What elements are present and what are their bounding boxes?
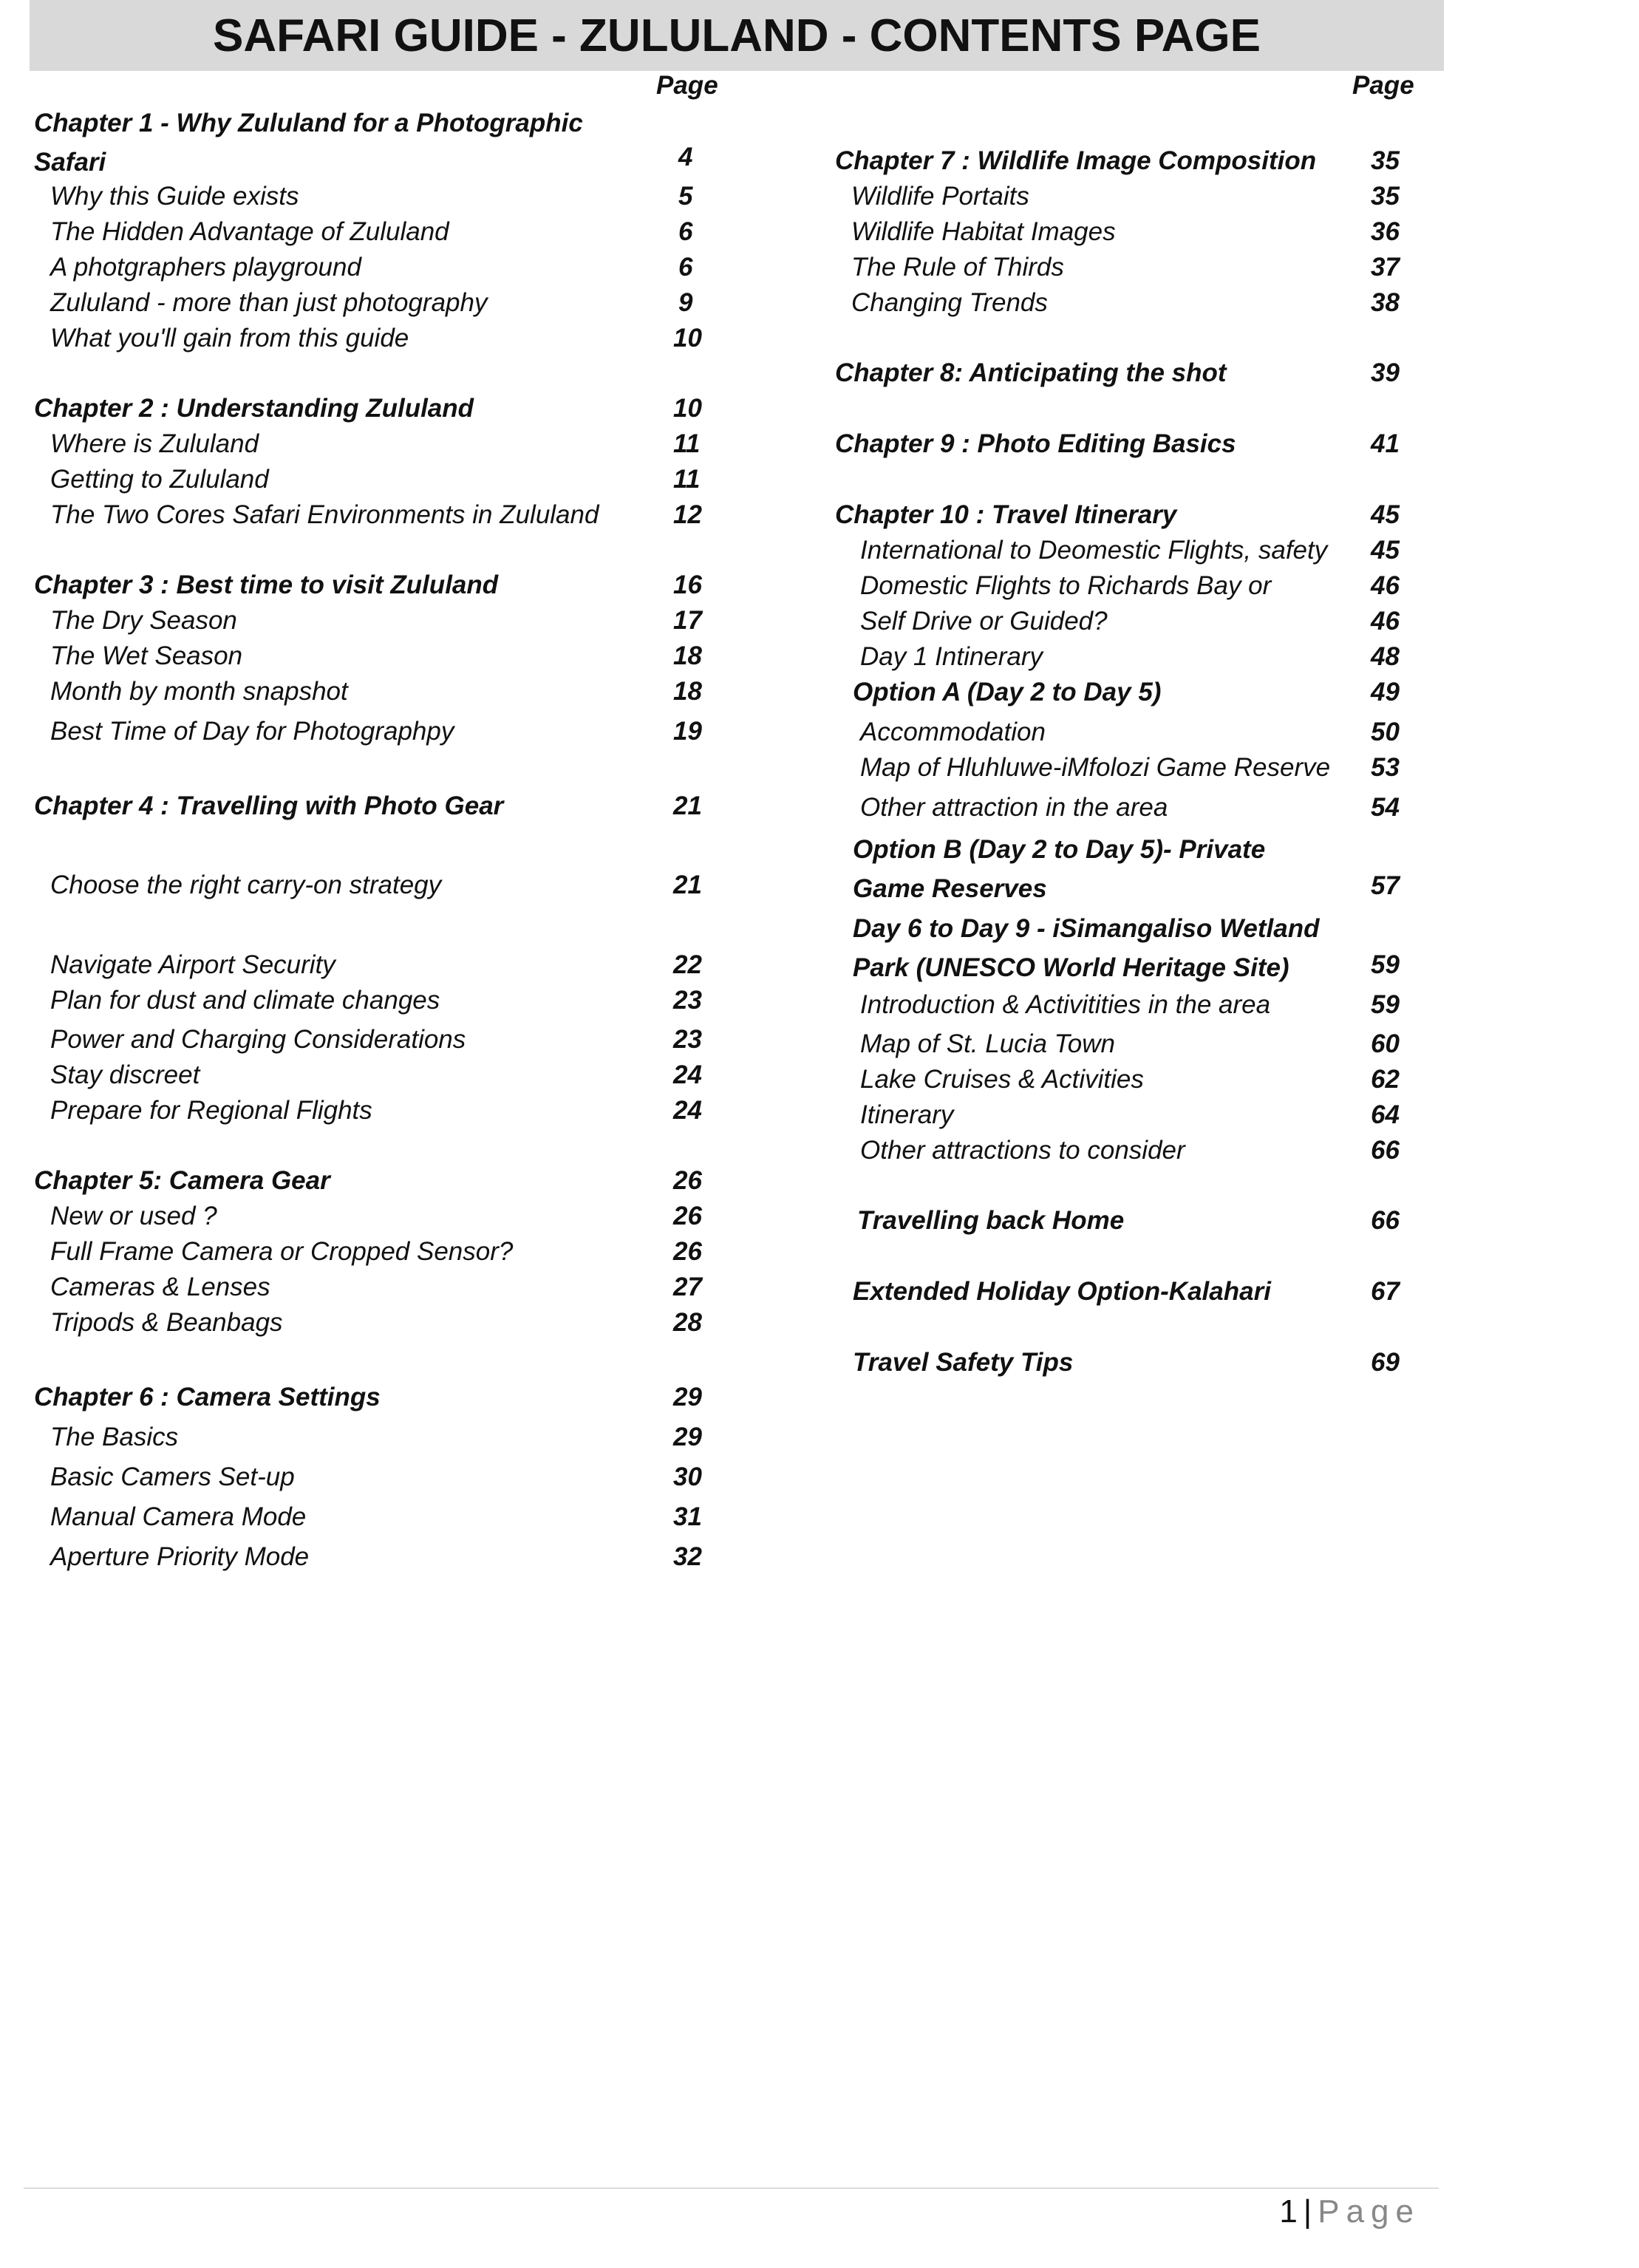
entry-label: Full Frame Camera or Cropped Sensor? — [50, 1237, 514, 1266]
entry-label: Changing Trends — [851, 288, 1048, 317]
entry-page: 24 — [673, 1060, 702, 1089]
entry-page: 62 — [1371, 1065, 1400, 1094]
entry-page: 50 — [1371, 718, 1400, 746]
entry-label: Chapter 7 : Wildlife Image Composition — [835, 146, 1317, 175]
entry-page: 66 — [1371, 1136, 1400, 1165]
entry-page: 11 — [673, 465, 701, 494]
entry-label: Day 6 to Day 9 - iSimangaliso Wetland Park (UNESCO World Heritage Site) — [853, 914, 1320, 982]
entry-page: 53 — [1371, 753, 1400, 782]
entry-page: 27 — [673, 1273, 702, 1301]
entry-page: 11 — [673, 429, 701, 458]
entry-label: Zululand - more than just photography — [50, 288, 488, 317]
entry-page: 45 — [1371, 500, 1400, 529]
footer-divider — [24, 2187, 1439, 2189]
entry-label: The Rule of Thirds — [851, 253, 1064, 282]
entry-label: Choose the right carry-on strategy — [50, 871, 442, 899]
entry-page: 35 — [1371, 146, 1400, 175]
entry-label: Wildlife Habitat Images — [851, 217, 1116, 246]
entry-label: Chapter 8: Anticipating the shot — [835, 358, 1227, 387]
entry-page: 9 — [678, 288, 693, 317]
entry-label: Navigate Airport Security — [50, 950, 335, 979]
entry-label: New or used ? — [50, 1202, 217, 1230]
entry-label: Self Drive or Guided? — [860, 607, 1108, 636]
entry-page: 21 — [673, 791, 702, 820]
entry-page: 54 — [1371, 793, 1400, 822]
entry-page: 46 — [1371, 607, 1400, 636]
entry-page: 23 — [673, 986, 702, 1015]
entry-label: International to Deomestic Flights, safety — [860, 536, 1328, 565]
entry-page: 16 — [673, 571, 702, 599]
entry-page: 66 — [1371, 1206, 1400, 1235]
entry-label: Chapter 6 : Camera Settings — [34, 1383, 381, 1411]
entry-page: 59 — [1371, 950, 1400, 979]
footer-separator: | — [1303, 2193, 1312, 2230]
entry-label: Lake Cruises & Activities — [860, 1065, 1144, 1094]
page-word: Page — [1318, 2193, 1420, 2230]
entry-label: The Dry Season — [50, 606, 237, 635]
entry-page: 6 — [678, 253, 693, 282]
entry-page: 18 — [673, 641, 702, 670]
entry-page: 19 — [673, 717, 702, 746]
entry-page: 22 — [673, 950, 702, 979]
entry-label: Introduction & Activitities in the area — [860, 990, 1271, 1019]
entry-label: Chapter 9 : Photo Editing Basics — [835, 429, 1236, 458]
entry-label: Accommodation — [860, 718, 1046, 746]
entry-page: 21 — [673, 871, 702, 899]
entry-page: 10 — [673, 324, 702, 353]
entry-label: The Wet Season — [50, 641, 243, 670]
entry-label: Cameras & Lenses — [50, 1273, 270, 1301]
entry-page: 30 — [673, 1462, 702, 1491]
entry-label: Itinerary — [860, 1100, 954, 1129]
entry-page: 4 — [678, 143, 693, 171]
page-column-header: Page — [1352, 71, 1414, 100]
entry-page: 29 — [673, 1383, 702, 1411]
entry-label: Best Time of Day for Photographpy — [50, 717, 454, 746]
entry-label: The Hidden Advantage of Zululand — [50, 217, 449, 246]
entry-page: 45 — [1371, 536, 1400, 565]
entry-label: Tripods & Beanbags — [50, 1308, 283, 1337]
entry-page: 26 — [673, 1202, 702, 1230]
entry-page: 46 — [1371, 571, 1400, 600]
entry-label: Basic Camers Set-up — [50, 1462, 295, 1491]
entry-page: 41 — [1371, 429, 1400, 458]
page-number: 1 — [1279, 2193, 1298, 2230]
entry-label: Option A (Day 2 to Day 5) — [853, 678, 1162, 706]
entry-label: Chapter 1 - Why Zululand for a Photographic Safari — [34, 109, 583, 177]
entry-page: 48 — [1371, 642, 1400, 671]
entry-page: 36 — [1371, 217, 1400, 246]
page-column-header: Page — [656, 71, 718, 100]
entry-page: 32 — [673, 1542, 702, 1571]
entry-label: Power and Charging Considerations — [50, 1025, 466, 1054]
entry-page: 49 — [1371, 678, 1400, 706]
entry-page: 12 — [673, 500, 702, 529]
entry-page: 26 — [673, 1237, 702, 1266]
entry-label: Travelling back Home — [857, 1206, 1125, 1235]
entry-page: 6 — [678, 217, 693, 246]
entry-label: Plan for dust and climate changes — [50, 986, 440, 1015]
entry-label: Prepare for Regional Flights — [50, 1096, 372, 1125]
entry-label: Option B (Day 2 to Day 5)- Private Game Reserves — [853, 835, 1266, 903]
entry-label: Stay discreet — [50, 1060, 200, 1089]
entry-label: Aperture Priority Mode — [50, 1542, 310, 1571]
entry-label: Getting to Zululand — [50, 465, 269, 494]
entry-label: Why this Guide exists — [50, 182, 299, 211]
entry-page: 26 — [673, 1166, 702, 1195]
entry-page: 23 — [673, 1025, 702, 1054]
entry-page: 38 — [1371, 288, 1400, 317]
entry-label: Day 1 Intinerary — [860, 642, 1043, 671]
entry-label: What you'll gain from this guide — [50, 324, 409, 353]
entry-page: 31 — [673, 1502, 702, 1531]
entry-page: 60 — [1371, 1029, 1400, 1058]
entry-page: 18 — [673, 677, 702, 706]
entry-label: Map of Hluhluwe-iMfolozi Game Reserve — [860, 753, 1331, 782]
entry-page: 29 — [673, 1423, 702, 1451]
entry-page: 17 — [673, 606, 702, 635]
entry-page: 10 — [673, 394, 702, 423]
entry-page: 57 — [1371, 871, 1400, 900]
page-title: SAFARI GUIDE - ZULULAND - CONTENTS PAGE — [213, 10, 1261, 61]
entry-label: Travel Safety Tips — [853, 1348, 1074, 1377]
entry-label: Chapter 10 : Travel Itinerary — [835, 500, 1177, 529]
entry-label: Where is Zululand — [50, 429, 259, 458]
entry-label: Manual Camera Mode — [50, 1502, 307, 1531]
entry-label: Map of St. Lucia Town — [860, 1029, 1116, 1058]
entry-label: The Two Cores Safari Environments in Zululand — [50, 500, 599, 529]
entry-label: Other attractions to consider — [860, 1136, 1185, 1165]
entry-label: Chapter 4 : Travelling with Photo Gear — [34, 791, 504, 820]
entry-page: 28 — [673, 1308, 702, 1337]
entry-label: Month by month snapshot — [50, 677, 348, 706]
entry-page: 67 — [1371, 1277, 1400, 1306]
entry-label: Chapter 2 : Understanding Zululand — [34, 394, 474, 423]
entry-label: Chapter 3 : Best time to visit Zululand — [34, 571, 499, 599]
entry-page: 64 — [1371, 1100, 1400, 1129]
title-bar — [30, 0, 1444, 71]
entry-page: 37 — [1371, 253, 1400, 282]
entry-page: 5 — [678, 182, 693, 211]
entry-label: A photgraphers playground — [50, 253, 361, 282]
entry-label: The Basics — [50, 1423, 179, 1451]
entry-page: 24 — [673, 1096, 702, 1125]
entry-page: 59 — [1371, 990, 1400, 1019]
page-footer — [1279, 2193, 1420, 2230]
entry-page: 39 — [1371, 358, 1400, 387]
entry-label: Other attraction in the area — [860, 793, 1168, 822]
entry-page: 35 — [1371, 182, 1400, 211]
entry-page: 69 — [1371, 1348, 1400, 1377]
entry-label: Domestic Flights to Richards Bay or — [860, 571, 1272, 600]
entry-label: Wildlife Portaits — [851, 182, 1029, 211]
entry-label: Chapter 5: Camera Gear — [34, 1166, 330, 1195]
entry-label: Extended Holiday Option-Kalahari — [853, 1277, 1271, 1306]
